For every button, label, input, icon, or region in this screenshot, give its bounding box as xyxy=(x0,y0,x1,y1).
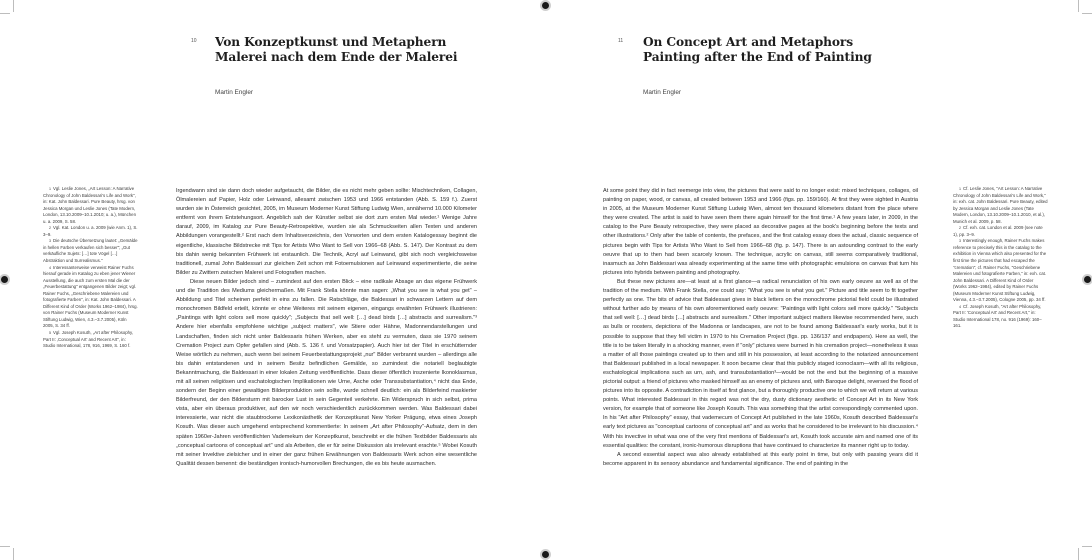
left-footnotes xyxy=(43,186,138,350)
right-footnotes xyxy=(953,186,1048,330)
right-page-number: 11 xyxy=(618,38,624,44)
right-title-line-1: On Concept Art and Metaphors xyxy=(643,35,854,49)
footnote: 4 Interessanterweise verweist Rainer Fuchs hierauf gerade im Katalog zu eben jener Wiener Ausstellung, die auch zum ersten Mal die der „Feuerbestattung" entgangenen Bilder zeigt; vgl. Rainer Fuchs, „Geschriebene Malereien und fotografierte Farben", in: Kat. John Baldessari. A Different Kind of Order (Works 1962–1984), hrsg. von Rainer Fuchs (Museum Moderner Kunst Stiftung Ludwig, Wien, 4.3.–3.7.2005), Köln 2005, S. 34 ff. xyxy=(43,264,138,329)
crop-mark xyxy=(1082,13,1092,14)
crop-mark xyxy=(1078,0,1079,12)
left-page-title xyxy=(215,35,515,64)
crop-mark xyxy=(1078,548,1079,560)
crop-mark xyxy=(0,546,10,547)
footnote: 1 Cf. Leslie Jones, "Art Lesson: A Narrative Chronology of John Baldessari's Life and Work," in: exh. cat. John Baldessari. Pure Beauty, edited by Jessica Morgan and Leslie Jones (Tate Modern, London, 13.10.2009–10.1.2010, et al.), Munich et al. 2009, p. 58. xyxy=(953,186,1048,224)
registration-mark-bottom xyxy=(542,551,549,558)
right-body-text xyxy=(603,187,918,469)
paragraph: But these new pictures are—at least at a first glance—a radical renunciation of his own early oeuvre as well as of the tradition of the medium. With Frank Stella, one could say: "What you see is what you get." Picture and title seem to fit together perfectly as one. The bits of advice that Baldessari gives in black letters on the monochrome pictorial field could be illustrated without further ado by means of his own aforementioned early oeuvre: "Paintings with light colors sell more quickly." "Subjects that sell well: […] dead birds […] abstracts and surrealism." Other important subject matters likewise recommended here, such as bulls or roosters, depictions of the Madonna or landscapes, are not to be found among Baldessari's early works, but it is possible to suppose that they fell victim in 1970 to his Cremation Project (figs. pp. 136/137 and endpapers). Here as well, the title is to be taken literally in a shocking manner, even if "only" pictures were burned in his cremation project—nonetheless it was a matter of all those paintings created up to then and still in his possession, at least according to the notarized announcement that Baldessari published in a local newspaper. It soon became clear that this publicly staged iconoclasm—with all its religious, eschatological implications such as urn, ash, and transubstantiation³—would be not the end but the beginning of a massive pictorial output: a friend of pictures who masked himself as an enemy of pictures and, with Baroque delight, reversed the flood of pictures into its opposite. A contradiction in itself at first glance, but a thoroughly productive one to which we will return at various points. What interested Baldessari in this regard was not the dry, dusty dictionary aesthetic of Concept Art in its New York version, for example that of someone like Joseph Kosuth. This was something that the artist correspondingly commented upon. In his "Art after Philosophy" essay, that vademecum of Concept Art published in the late 1960s, Kosuth described Baldessari's early text pictures as "conceptual cartoons of conceptual art" and as works that he considered to be irrelevant to his discussion.⁴ With his invective in what was one of the very first mentions of Baldessari's art, Kosuth took accurate aim and named one of its essential qualities: the constant, ironic-humorous disruptions that have continued to characterize its manner right up to today. xyxy=(603,278,918,449)
left-body-text xyxy=(176,187,477,469)
footnote: 3 Die deutsche Übersetzung lautet: „Gemälde in hellen Farben verkaufen sich besser"; „Gut verkäufliche Sujets: […] tote Vögel […] Abstraktion und Surrealismus." xyxy=(43,238,138,264)
crop-mark xyxy=(13,0,14,12)
footnote: 5 Vgl. Joseph Kosuth, „Art after Philosophy, Part II: ‚Conceptual Art' and Recent Art", in: Studio International, 178, 916, 1969, S. 160 f. xyxy=(43,330,134,349)
paragraph: Diese neuen Bilder jedoch sind – zumindest auf den ersten Blick – eine radikale Absage an das eigene Frühwerk und die Tradition des Mediums gleichermaßen. Mit Frank Stella könnte man sagen: „What you see is what you get" – Abbildung und Titel scheinen perfekt in eins zu fallen. Die Ratschläge, die Baldessari in schwarzen Lettern auf dem monochromen Bildfeld erteilt, könnte er ohne Weiteres mit seinem eigenen, eingangs erwähnten Frühwerk illustrieren: „Paintings with light colors sell more quickly"; „Subjects that sell well: […] dead birds […] abstracts and surrealism."³ Andere hier ebenfalls empfohlene wichtige „subject matters", wie Stiere oder Hähne, Madonnendarstellungen und Landschaften, finden sich nicht unter Baldessaris frühen Werken, aber es steht zu vermuten, dass sie 1970 seinem Cremation Project zum Opfer gefallen sind (Abb. S. 136 f. und Vorsatzpapier). Auch hier ist der Titel in erschütternder Weise wörtlich zu nehmen, auch wenn bei seinem Feuerbestattungsprojekt „nur" Bilder verbrannt wurden – allerdings alle bis dahin entstandenen und in seinem Besitz befindlichen Gemälde, so zumindest die notariell beglaubigte Bekanntmachung, die Baldessari in einer lokalen Zeitung veröffentlichte. Dass dieser öffentlich inszenierte Ikonoklasmus, mit all seinen religiösen und eschatologischen Implikationen wie Urne, Asche oder Transsubstantiation,⁴ nicht das Ende, sondern der Beginn einer gewaltigen Bilderproduktion sein sollte, wurde schnell deutlich: ein als Bilderfeind maskierter Bilderfreund, der den Bildersturm mit barocker Lust in sein Gegenteil verkehrte. Ein Widerspruch in sich selbst, prima vista, aber ein überaus produktiver, auf den wir noch verschiedentlich zurückkommen werden. Was Baldessari dabei interessierte, war nicht die staubtrockene Lexikonästhetik der Konzeptkunst New Yorker Prägung, etwa eines Joseph Kosuth. Was dieser auch umgehend entsprechend kommentierte: In seinem „Art after Philosophy"-Aufsatz, dem in den späten 1960er-Jahren veröffentlichten Vademekum der Konzeptkunst, beschreibt er die frühen Textbilder Baldessaris als „conceptual cartoons of conceptual art" und als Arbeiten, die er für seine Diskussion als irrelevant erachte.⁵ Wobei Kosuth mit seiner Invektive zielsicher und in einer der ganz frühen Erwähnungen von Baldessaris Werk schon eine wesentliche Qualität dessen benennt: die beständigen ironisch-humorvollen Brechungen, die es bis heute ausmachen. xyxy=(176,278,477,467)
footnote: 2 Vgl. Kat. London u. a. 2009 (wie Anm. 1), S. 3–9. xyxy=(43,225,138,237)
left-title-line-1: Von Konzeptkunst und Metaphern xyxy=(215,35,447,49)
left-author: Martin Engler xyxy=(215,89,254,96)
crop-mark xyxy=(13,548,14,560)
paragraph: At some point they did in fact reemerge into view, the pictures that were said to no longer exist: mixed techniques, collages, oil painting on paper, wood, or canvas, all created between 1953 and 1966 (figs. pp. 159/160). At first they were sighted in Austria in 2005, at the Museum Moderner Kunst Stiftung Ludwig Wien, almost ten thousand kilometers distant from the place where they were created. The artist is said to have seen them there again himself for the first time.¹ A few years later, in 2009, in the catalog to the Pure Beauty retrospective, they were placed as decorative pages at the book's beginning before the texts and other illustrations.² Only after the table of contents, the prefaces, and the first catalog essay does the actual, classic sequence of pictures begin with Tips for Artists Who Want to Sell from 1966–68 (fig. p. 147). There is an astounding contrast to the early oeuvre that up to then had been scarcely known. The technique, acrylic on canvas, still seems comparatively traditional, inasmuch as John Baldessari was already experimenting at the same time with photographic emulsions on canvas that turn his pictures into hybrids between painting and photography. xyxy=(603,188,918,276)
registration-mark-top xyxy=(542,2,549,9)
paragraph: Irgendwann sind sie dann doch wieder aufgetaucht, die Bilder, die es nicht mehr geben sollte: Mischtechniken, Collagen, Ölmalereien auf Papier, Holz oder Leinwand, allesamt zwischen 1953 und 1966 entstanden (Abb. S. 159 f.). Zuerst wurden sie in Österreich gesichtet, 2005, im Museum Moderner Kunst Stiftung Ludwig Wien, annähernd 10.000 Kilometer entfernt von ihrem Entstehungsort. Angeblich sah der Künstler selbst sie dort zum ersten Mal wieder.¹ Wenige Jahre darauf, 2009, im Katalog zur Pure Beauty-Retrospektive, wurden sie als Schmuckseiten allen Texten und anderen Abbildungen vorangestellt.² Erst nach dem Inhaltsverzeichnis, den Vorworten und dem ersten Katalogessay beginnt die eigentliche, klassische Bildstrecke mit Tips for Artists Who Want to Sell von 1966–68 (Abb. S. 147). Der Kontrast zu dem bis dahin wenig bekannten Frühwerk ist erstaunlich. Die Technik, Acryl auf Leinwand, gibt sich noch vergleichsweise traditionell, zumal John Baldessari zur gleichen Zeit schon mit Fotoemulsionen auf Leinwand experimentierte, die seine Bilder zu Zwittern zwischen Malerei und Fotografien machen. xyxy=(176,188,477,276)
right-title-line-2: Painting after the End of Painting xyxy=(643,49,872,64)
left-page-number: 10 xyxy=(191,38,197,44)
crop-mark xyxy=(0,13,10,14)
paragraph: A second essential aspect was also already established at this early point in time, but only with passing years did it become apparent in its sensory abundance and fundamental significance. The end of painting in the xyxy=(603,451,918,467)
footnote: 2 Cf. exh. cat. London et al. 2009 (see note 1), pp. 3–9. xyxy=(953,225,1043,237)
footnote: 1 Vgl. Leslie Jones, „Art Lesson: A Narrative Chronology of John Baldessari's Life and Work", in: Kat. John Baldessari. Pure Beauty, hrsg. von Jessica Morgan und Leslie Jones (Tate Modern, London, 13.10.2009–10.1.2010; u. a.), München u. a. 2009, S. 58. xyxy=(43,186,136,224)
registration-mark-right xyxy=(1084,276,1091,283)
right-author: Martin Engler xyxy=(643,89,682,96)
footnote: 3 Interestingly enough, Rainer Fuchs makes reference to precisely this in the catalog to the exhibition in Vienna which also presented for the first time the pictures that had escaped the "cremation"; cf. Rainer Fuchs, "Geschriebene Malereien und fotografierte Farben," in: exh. cat. John Baldessari. A Different Kind of Order (Works 1962–1984), edited by Rainer Fuchs (Museum Moderner Kunst Stiftung Ludwig, Vienna, 4.3.–3.7.2005), Cologne 2005, pp. 34 ff. xyxy=(953,238,1047,303)
footnote: 4 Cf. Joseph Kosuth, "Art after Philosophy, Part II: 'Conceptual Art' and Recent Art," in: Studio International 178, no. 916 (1969): 160–161. xyxy=(953,303,1042,329)
crop-mark xyxy=(1082,546,1092,547)
registration-mark-left xyxy=(1,276,8,283)
left-title-line-2: Malerei nach dem Ende der Malerei xyxy=(215,49,458,64)
right-page-title xyxy=(643,35,943,64)
